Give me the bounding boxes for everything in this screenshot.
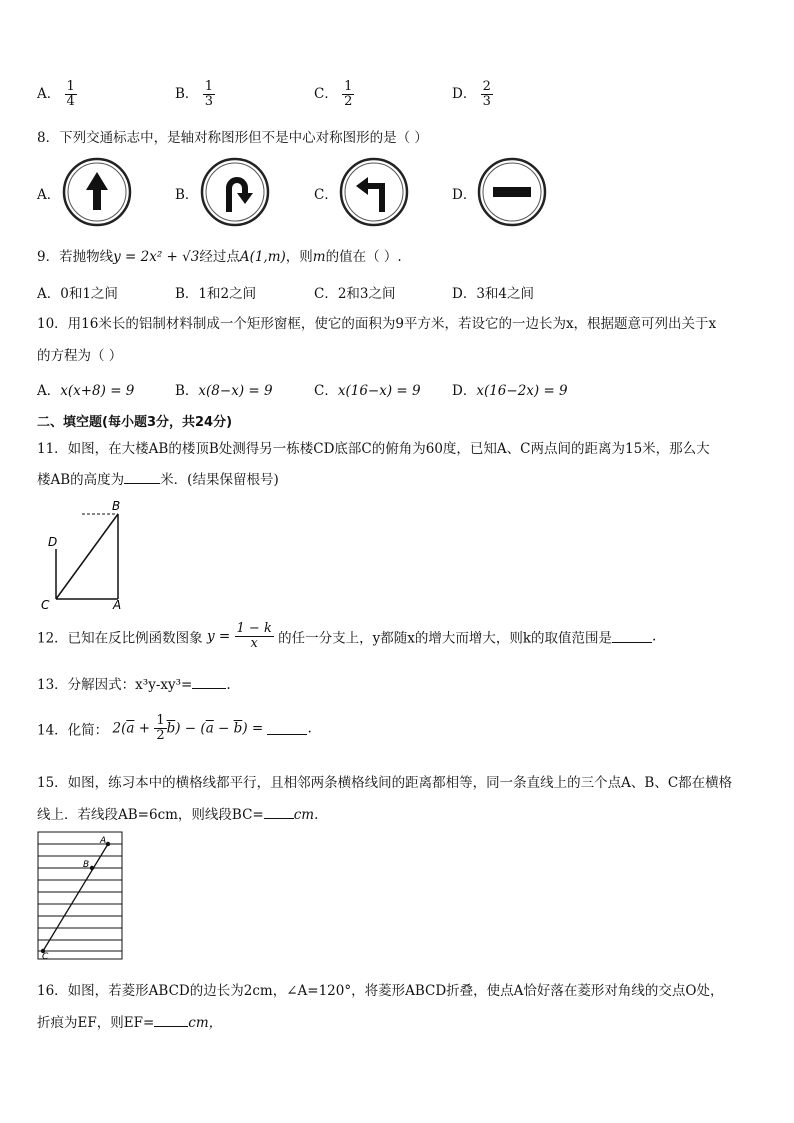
q8-option-d-label: D． (452, 187, 477, 203)
q9-option-c[interactable]: C．2和3之间 (314, 286, 396, 302)
q15-label-b: B (83, 860, 90, 870)
q11-label-c: C (41, 598, 50, 612)
section-heading: 二、填空题(每小题3分，共24分) (37, 415, 233, 430)
q7-fraction-a: $\frac{1}{4}$ (66, 79, 75, 109)
q15-stem-line1: 15．如图，练习本中的横格线都平行，且相邻两条横格线间的距离都相等，同一条直线上的三个点A、B、C都在横格 (37, 775, 733, 791)
q9-formula: y = 2x² + √3 (113, 249, 200, 265)
q11-label-b: B (112, 499, 121, 513)
q11-answer-blank[interactable] (124, 471, 160, 484)
no-entry-bar-sign-icon[interactable] (476, 156, 548, 228)
q7-fraction-d: $\frac{2}{3}$ (482, 79, 491, 109)
q13-answer-blank[interactable] (192, 676, 226, 689)
q7-option-d[interactable]: D． $\frac{2}{3}$ (452, 79, 491, 109)
q8-stem: 8．下列交通标志中，是轴对称图形但不是中心对称图形的是（ ） (37, 130, 428, 146)
q15-stem-line2: 线上．若线段AB=6cm，则线段BC= cm. (37, 807, 319, 823)
q11-stem-line2: 楼AB的高度为 米．(结果保留根号) (37, 472, 279, 488)
q9-option-d[interactable]: D．3和4之间 (452, 286, 535, 302)
q13-stem: 13．分解因式：x³y-xy³= . (37, 677, 231, 693)
q14-vector-a: $\overline{a}$ (126, 720, 135, 737)
q7-fraction-b: $\frac{1}{3}$ (204, 79, 213, 109)
q15-notebook-diagram (37, 831, 125, 961)
q7-option-c[interactable]: C． $\frac{1}{2}$ (314, 79, 353, 109)
straight-arrow-sign-icon[interactable] (61, 156, 133, 228)
q12-fraction: $\frac{1 - k}{x}$ (236, 621, 272, 651)
q14-stem: 14．化简： $2(\overline{a}$ + $\frac{1}{2}$ $\overline{b}) - (\overline{a} - \overline{b})$ = . (37, 713, 312, 743)
q10-option-c[interactable]: C．x(16−x) = 9 (314, 383, 421, 399)
q9-stem: 9．若抛物线y = 2x² + √3经过点A(1,m)，则m的值在（ ）. (37, 249, 402, 265)
q8-option-c-label: C． (314, 187, 338, 203)
q7-fraction-c: $\frac{1}{2}$ (344, 79, 353, 109)
q9-option-b[interactable]: B．1和2之间 (175, 286, 257, 302)
q10-stem-line2: 的方程为（ ） (37, 348, 123, 364)
q10-option-b[interactable]: B．x(8−x) = 9 (175, 383, 273, 399)
q12-answer-blank[interactable] (612, 630, 652, 643)
q15-label-c: C (42, 952, 49, 961)
q10-stem-line1: 10．用16米长的铝制材料制成一个矩形窗框，使它的面积为9平方米，若设它的一边长为x，根据题意可列出关于x (37, 316, 717, 332)
q7-option-b[interactable]: B． $\frac{1}{3}$ (175, 79, 213, 109)
q9-point: A(1,m) (239, 249, 286, 265)
q16-stem-line2: 折痕为EF，则EF= cm， (37, 1015, 223, 1031)
q10-option-d[interactable]: D．x(16−2x) = 9 (452, 383, 568, 399)
q11-building-diagram (36, 496, 132, 614)
q7-option-a[interactable]: A． $\frac{1}{4}$ (37, 79, 75, 109)
q8-option-a-label: A． (37, 187, 61, 203)
q12-stem: 12．已知在反比例函数图象 y = $\frac{1 - k}{x}$ 的任一分支上，y都随x的增大而增大，则k的取值范围是 . (37, 621, 657, 651)
left-turn-sign-icon[interactable] (338, 156, 410, 228)
q15-answer-blank[interactable] (264, 806, 294, 819)
q11-label-a: A (113, 598, 122, 612)
q15-label-a: A (100, 836, 107, 846)
q14-vector-b: $\overline{b}$ (166, 720, 176, 737)
q10-option-a[interactable]: A．x(x+8) = 9 (37, 383, 135, 399)
q11-stem-line1: 11．如图，在大楼AB的楼顶B处测得另一栋楼CD底部C的俯角为60度，已知A、C两点间的距离为15米，那么大 (37, 441, 710, 457)
q16-answer-blank[interactable] (154, 1014, 188, 1027)
q11-label-d: D (48, 535, 58, 549)
q16-stem-line1: 16．如图，若菱形ABCD的边长为2cm，∠A=120°，将菱形ABCD折叠，使点A恰好落在菱形对角线的交点O处， (37, 983, 724, 999)
q8-option-b-label: B． (175, 187, 199, 203)
q14-fraction-half: $\frac{1}{2}$ (156, 713, 165, 743)
u-turn-sign-icon[interactable] (199, 156, 271, 228)
q14-answer-blank[interactable] (267, 722, 307, 735)
q9-option-a[interactable]: A．0和1之间 (37, 286, 118, 302)
